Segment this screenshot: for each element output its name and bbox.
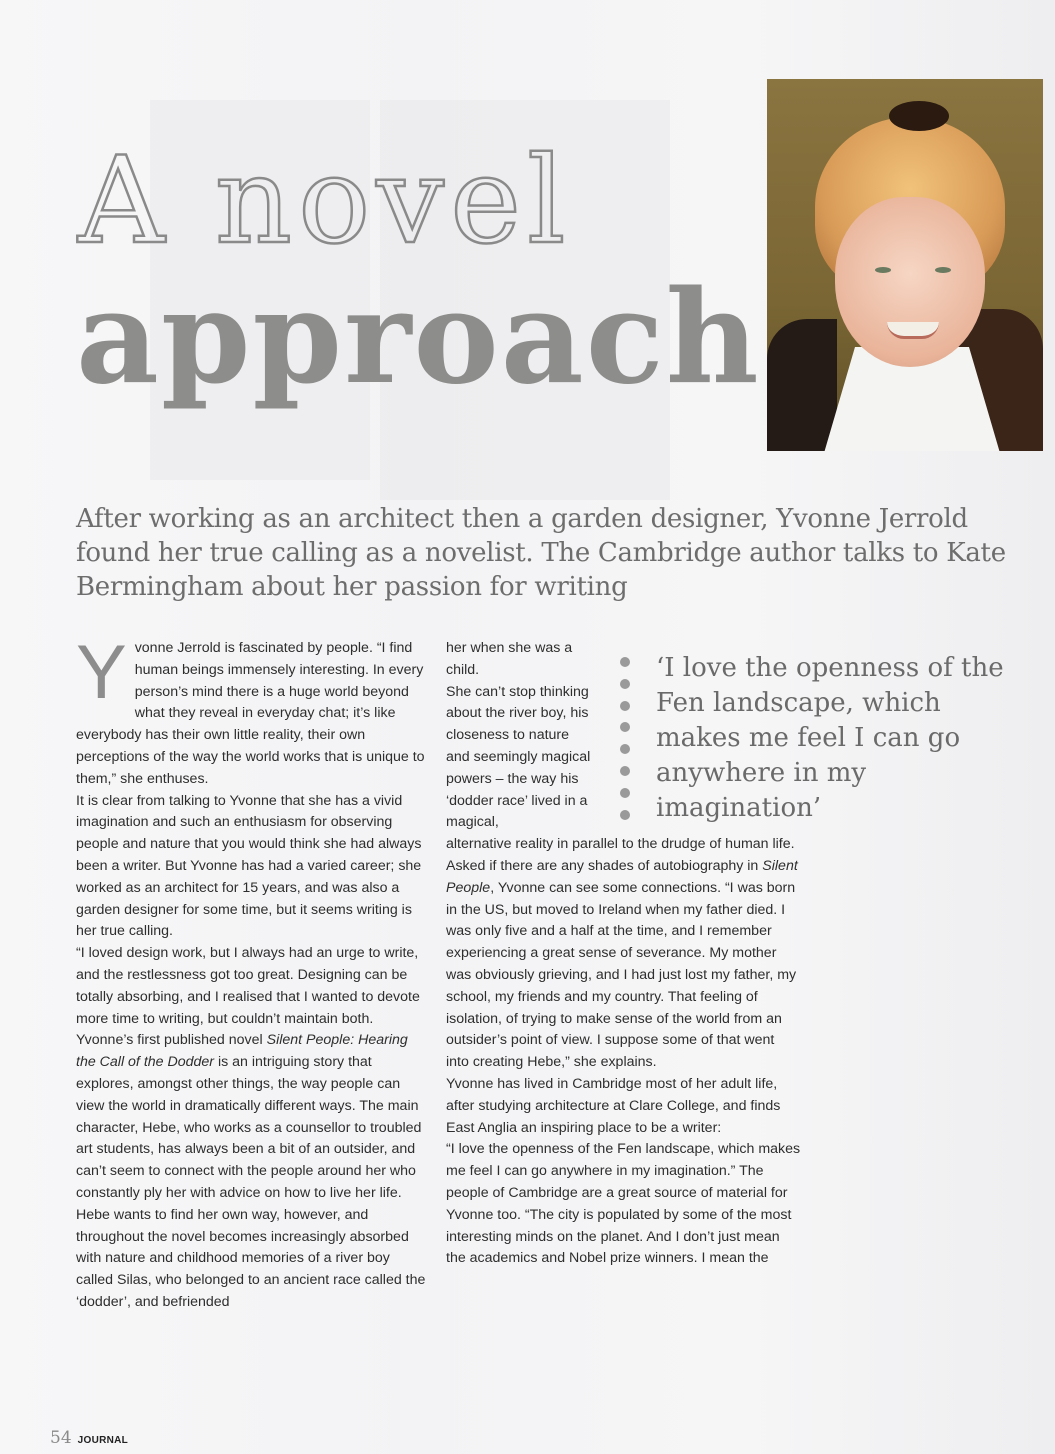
- body-column-1: [76, 630, 426, 1314]
- author-portrait: [767, 79, 1043, 451]
- book-title: Silent People: Hearing the Call of the Dodder: [76, 1032, 408, 1071]
- paragraph-6-cont: alternative reality in parallel to the drudge of human life.: [446, 836, 795, 853]
- paragraph-2: It is clear from talking to Yvonne that she has a vivid imagination and such an enthusiasm for observing people and nature that you would think she had always been a writer. But Yvonne has had a varied career; she worked as an architect for 15 years, and was also a garden designer for some time, but it seems writing is her true calling.: [76, 792, 422, 940]
- title-line-1: A novel: [78, 132, 572, 272]
- paragraph-9: “I love the openness of the Fen landscape, which makes me feel I can go anywhere in my imagination.” The people of Cambridge are a great source of material for Yvonne too. “The city is populated by some of the most interesting minds on the planet. And I don’t just mean the academics and Nobel prize winners. I mean the: [446, 1141, 801, 1267]
- paragraph-8: Yvonne has lived in Cambridge most of her adult life, after studying architecture at Clare College, and finds East Anglia an inspiring place to be a writer:: [446, 1075, 781, 1136]
- drop-cap: Y: [76, 630, 127, 715]
- page-number: 54: [50, 1428, 72, 1448]
- book-title: Silent People: [446, 857, 798, 896]
- paragraph-1: Yvonne Jerrold is fascinated by people. “I find human beings immensely interesting. In every person’s mind there is a huge world beyond what they reveal in everyday chat; it’s like everybody has their own little reality, their own perceptions of the way the world works that is unique to them,” she enthuses.: [76, 630, 425, 787]
- pull-quote-dot-rule: [620, 657, 632, 831]
- paragraph-4: Yvonne’s first published novel Silent People: Hearing the Call of the Dodder is an intriguing story that explores, amongst other things, the way people can view the world in dramatically different ways. The main character, Hebe, who works as a counsellor to troubled art students, has always been a bit of an outsider, and can’t seem to connect with the people around her who constantly ply her with advice on how to live her life. Hebe wants to find her own way, however, and throughout the novel becomes increasingly absorbed with nature and childhood memories of a river boy called Silas, who belonged to an ancient race called the ‘dodder’, and befriended: [76, 1032, 426, 1310]
- paragraph-6: She can’t stop thinking about the river boy, his closeness to nature and seemingly magical powers – the way his ‘dodder race’ lived in a magical,: [446, 683, 591, 831]
- page-footer: [50, 1428, 128, 1448]
- paragraph-5: her when she was a child.: [446, 640, 573, 678]
- standfirst: After working as an architect then a garden designer, Yvonne Jerrold found her true calling as a novelist. The Cambridge author talks to Kate Bermingham about her passion for writing: [76, 504, 1006, 602]
- title-line-2: approach: [76, 262, 761, 413]
- publication-name: JOURNAL: [77, 1435, 129, 1446]
- paragraph-3: “I loved design work, but I always had an urge to write, and the restlessness got too great. Designing can be totally absorbing, and I realised that I wanted to devote more time to writing, but couldn’t maintain both.: [76, 945, 420, 1027]
- paragraph-7: Asked if there are any shades of autobiography in Silent People, Yvonne can see some connections. “I was born in the US, but moved to Ireland when my father died. I was only five and a half at the time, and I remember experiencing a great sense of severance. My mother was obviously grieving, and I had just lost my father, my school, my friends and my country. That feeling of isolation, of trying to make sense of the world from an outsider’s point of view. I suppose some of that went into creating Hebe,” she explains.: [446, 857, 798, 1071]
- pull-quote: ‘I love the openness of the Fen landscape, which makes me feel I can go anywhere in my imagination’: [656, 653, 1004, 823]
